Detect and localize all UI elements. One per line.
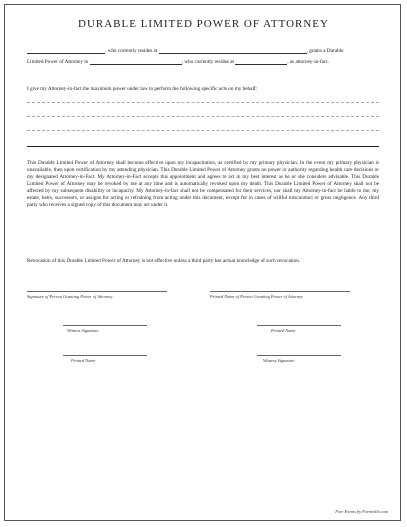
document-title: DURABLE LIMITED POWER OF ATTORNEY (78, 18, 329, 30)
grantor-line (27, 48, 343, 54)
agent-line-start: Limited Power of Attorney to (27, 59, 89, 65)
agent-name-field[interactable] (90, 59, 182, 65)
witness-signature-caption-right: Witness Signature (263, 358, 295, 363)
grantor-address-field[interactable] (159, 48, 307, 54)
agent-address-field[interactable] (235, 59, 287, 65)
agent-line (27, 59, 329, 65)
section-divider (27, 146, 379, 147)
specific-acts-line-2[interactable] (27, 116, 379, 117)
witness-printed-name-caption-left: Printed Name (71, 358, 96, 363)
witness-signature-line-left[interactable] (63, 325, 147, 326)
witness-printed-name-line-right[interactable] (257, 325, 341, 326)
agent-line-mid: , who currently resides at (181, 59, 234, 65)
witness-printed-name-caption-right: Printed Name (271, 328, 296, 333)
witness-signature-line-right[interactable] (257, 355, 341, 356)
authorize-line: I give my Attorney-in-fact the maximum power under law to perform the following specific acts on my behalf: (27, 86, 258, 92)
witness-printed-name-line-left[interactable] (63, 355, 147, 356)
specific-acts-line-1[interactable] (27, 102, 379, 103)
document-page (4, 4, 401, 521)
witness-signature-caption-left: Witness Signature (67, 328, 99, 333)
agent-line-end: , as attorney-in-fact. (287, 59, 330, 65)
grantor-line-end: , grants a Durable (306, 48, 344, 54)
footer-credit: Free Forms by Formville.com (335, 509, 388, 514)
grantor-name-field[interactable] (27, 48, 105, 54)
terms-paragraph: This Durable Limited Power of Attorney shall become effective upon my incapacitation, as certified by my primary physician. In the event my primary physician is unavailable, then upon certification by my attending physician. This Durable Limited Power of Attorney grants no power or authority regarding health care decisions or my designated Attorney-in-Fact. My Attorney-in-Fact accepts this appointment and agrees to act in my best interest as he or she considers advisable. This Durable Limited Power of Attorney may be revoked by me at any time and is automatically revoked upon my death. This Durable Limited Power of Attorney shall not be affected by my subsequent disability or incapacity. My Attorney-in-fact shall not be compensated for their services, nor shall my Attorney-in-fact be liable to me, my estate, heirs, successors, or assigns for acting or refraining from acting under this document, except for in cases of willful misconduct or gross negligence. Any third party who receives a signed copy of this document may act under it. (27, 160, 379, 208)
revocation-paragraph: Revocation of this Durable Limited Power of Attorney is not effective unless a third party has actual knowledge of such revocation. (27, 258, 301, 264)
grantor-line-mid: , who currently resides at (105, 48, 158, 54)
grantor-signature-caption: Signature of Person Granting Power of Attorney (27, 294, 113, 299)
grantor-printed-name-line[interactable] (210, 291, 350, 292)
grantor-signature-line[interactable] (27, 291, 167, 292)
grantor-printed-name-caption: Printed Name of Person Granting Power of Attorney (210, 294, 303, 299)
specific-acts-line-3[interactable] (27, 130, 379, 131)
